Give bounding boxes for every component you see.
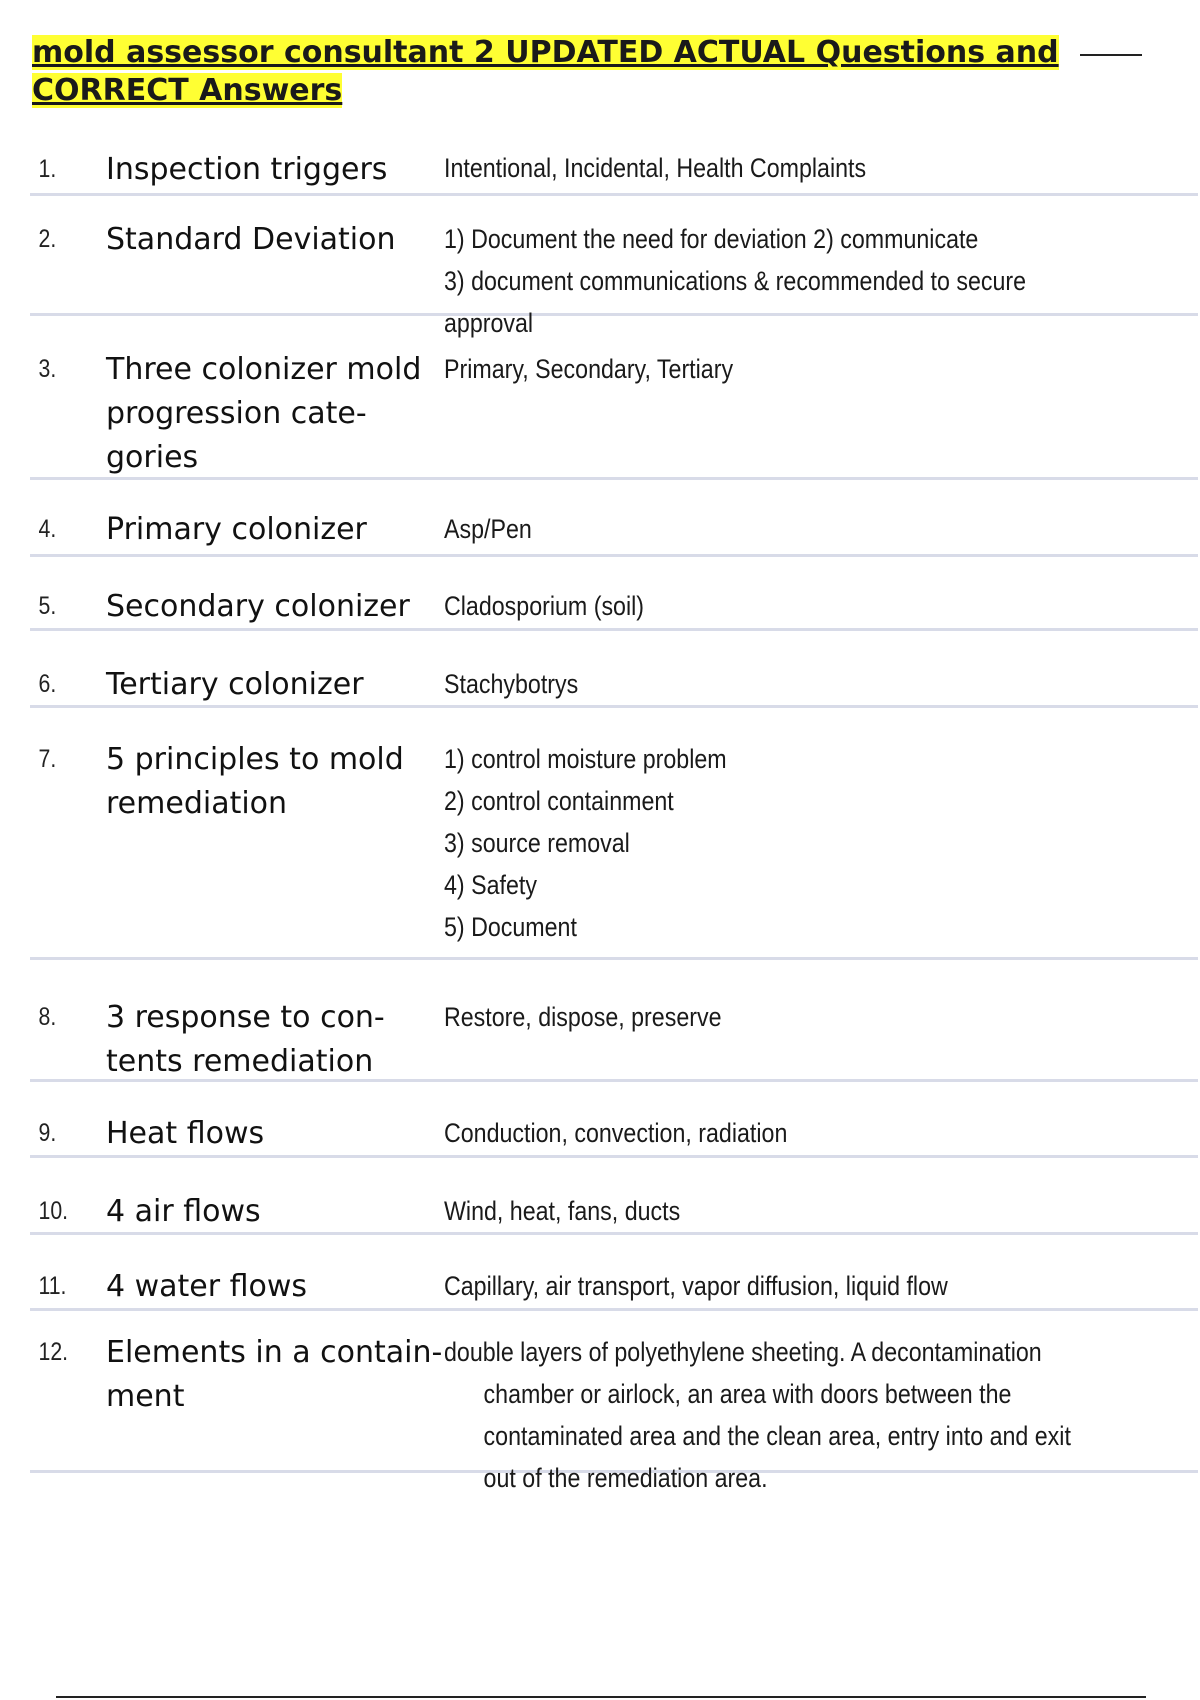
answer: Primary, Secondary, Tertiary	[444, 354, 734, 384]
question: Elements in a contain-ment	[106, 1335, 443, 1414]
answer: Intentional, Incidental, Health Complaints	[444, 153, 867, 183]
question: Three colonizer mold progression cate-gories	[106, 352, 422, 475]
question: Tertiary colonizer	[106, 667, 364, 702]
item-number: 3.	[38, 355, 57, 383]
qa-list	[30, 150, 1198, 1493]
question: 4 water flows	[106, 1269, 308, 1304]
question: 3 response to con-tents remediation	[106, 1000, 385, 1079]
item-number: 1.	[38, 155, 57, 183]
item-number: 11.	[38, 1272, 67, 1300]
footer-rule	[56, 1696, 1146, 1698]
qa-row	[30, 480, 1198, 557]
answer: Asp/Pen	[444, 514, 532, 544]
qa-row	[30, 150, 1198, 196]
answer: Capillary, air transport, vapor diffusion, liquid flow	[444, 1271, 948, 1301]
question: Heat flows	[106, 1116, 265, 1151]
answer: Stachybotrys	[444, 669, 579, 699]
item-number: 8.	[38, 1003, 57, 1031]
question: 4 air flows	[106, 1194, 261, 1229]
answer: 1) Document the need for deviation 2) communicate 3) document communications & recommended to secure approval	[444, 224, 1027, 338]
item-number: 6.	[38, 670, 57, 698]
item-number: 5.	[38, 592, 57, 620]
title-line-1: mold assessor consultant 2 UPDATED ACTUAL Questions and	[32, 35, 1059, 70]
question: Standard Deviation	[106, 222, 396, 257]
qa-row	[30, 1082, 1198, 1158]
question: Primary colonizer	[106, 512, 367, 547]
question: Secondary colonizer	[106, 589, 410, 624]
question: Inspection triggers	[106, 152, 388, 187]
item-number: 12.	[38, 1338, 69, 1366]
qa-row	[30, 1235, 1198, 1311]
qa-row	[30, 1311, 1198, 1493]
item-number: 10.	[38, 1197, 69, 1225]
item-number: 9.	[38, 1119, 57, 1147]
qa-row	[30, 196, 1198, 338]
title-line-2: CORRECT Answers	[32, 73, 343, 108]
qa-row	[30, 1158, 1198, 1235]
qa-row	[30, 316, 1198, 480]
answer: 1) control moisture problem 2) control containment 3) source removal 4) Safety 5) Document	[444, 744, 727, 942]
answer: Wind, heat, fans, ducts	[444, 1196, 681, 1226]
answer: Conduction, convection, radiation	[444, 1118, 788, 1148]
question: 5 principles to mold remediation	[106, 742, 404, 821]
answer: Cladosporium (soil)	[444, 591, 645, 621]
qa-row	[30, 960, 1198, 1082]
qa-row	[30, 557, 1198, 631]
item-number: 2.	[38, 225, 57, 253]
title-rule	[1080, 54, 1142, 56]
qa-row	[30, 708, 1198, 960]
qa-row	[30, 631, 1198, 708]
answer: double layers of polyethylene sheeting. A decontamination chamber or airlock, an area with doors between the contaminated area and the clean area, entry into and exit out of the remediation area.	[444, 1337, 1071, 1493]
item-number: 4.	[38, 515, 57, 543]
document-title	[32, 34, 1142, 110]
answer: Restore, dispose, preserve	[444, 1002, 722, 1032]
item-number: 7.	[38, 745, 57, 773]
